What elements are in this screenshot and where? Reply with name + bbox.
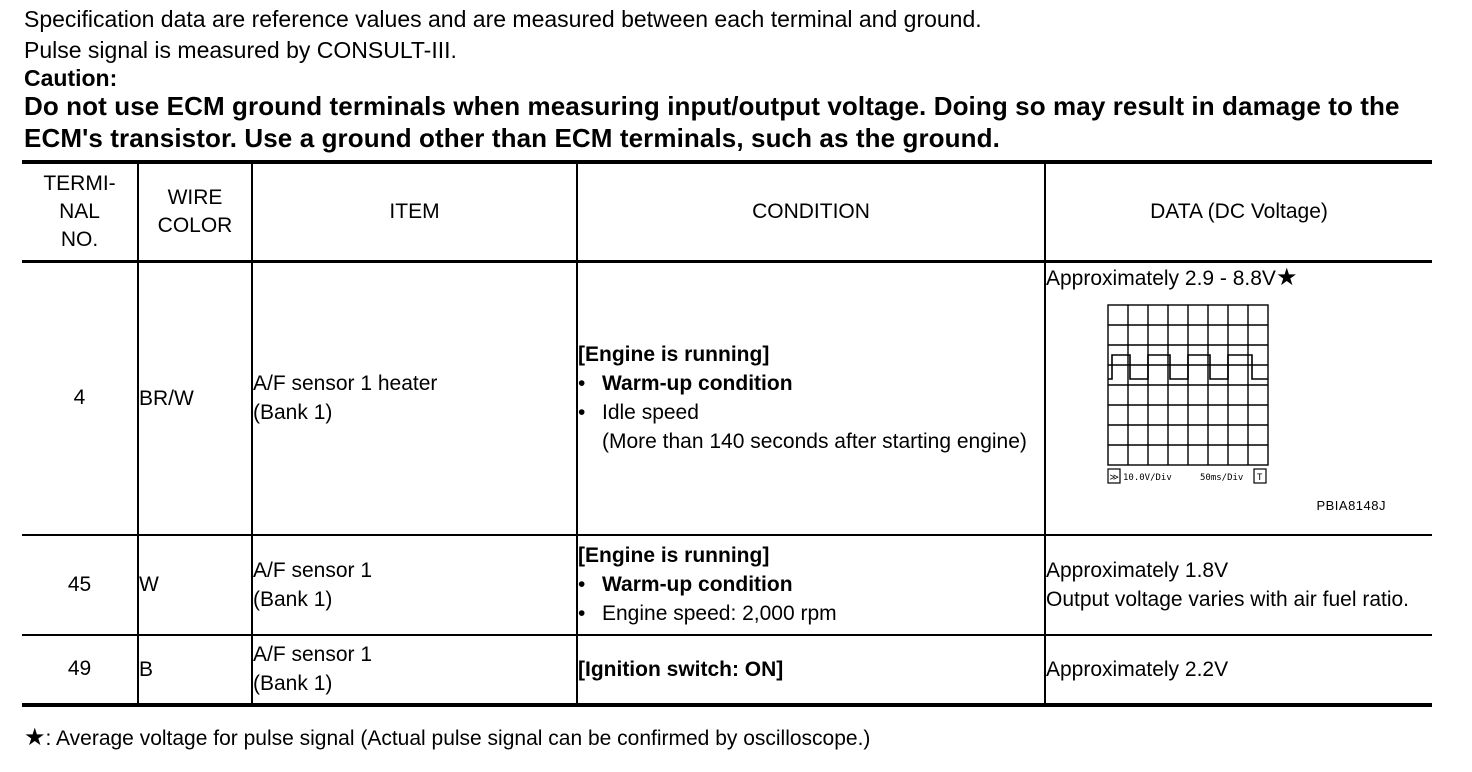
scope-time-div: 50ms/Div [1200,473,1244,483]
table-header-row [22,162,1432,262]
data-value: Approximately 1.8V [1046,558,1229,582]
table-row [22,262,1432,535]
header-data: DATA (DC Voltage) [1045,162,1432,262]
wire-color: BR/W [138,262,252,535]
figure-id: PBIA8148J [1316,498,1386,513]
data-value: Approximately 2.2V [1046,657,1229,681]
bullet-icon: • [578,401,586,425]
header-item: ITEM [252,162,577,262]
header-terminal-no: TERMI- NAL NO. [22,162,138,262]
wire-color: B [138,635,252,705]
table-row [22,535,1432,635]
condition-bullet: • Idle speed (More than 140 seconds after starting engine) [578,398,1044,456]
item-cell: A/F sensor 1 (Bank 1) [252,535,577,635]
table-row [22,635,1432,705]
spec-note: Specification data are reference values and are measured between each terminal and ground. [24,6,982,32]
bullet-icon: • [578,372,586,396]
header-wire-color: WIRE COLOR [138,162,252,262]
data-value: Approximately 2.9 - 8.8V★ [1046,264,1298,291]
star-icon: ★ [24,724,46,751]
condition-bullet: • Warm-up condition [578,570,1044,599]
intro-section [24,4,1444,154]
footnote-text: : Average voltage for pulse signal (Actual pulse signal can be confirmed by oscilloscope.) [45,727,871,750]
caution-label: Caution: [24,65,118,91]
terminal-no: 45 [22,535,138,635]
condition-heading: [Ignition switch: ON] [578,657,784,681]
oscilloscope-figure [1106,303,1386,520]
pulse-note: Pulse signal is measured by CONSULT-III. [24,37,457,63]
terminal-no: 4 [22,262,138,535]
bullet-icon: • [578,573,586,596]
oscilloscope-waveform [1106,303,1276,487]
terminal-no: 49 [22,635,138,705]
data-cell [1045,635,1432,705]
condition-heading: [Engine is running] [578,343,770,367]
scope-volts-div: 10.0V/Div [1123,473,1172,483]
footnote [24,723,870,754]
item-cell: A/F sensor 1 heater (Bank 1) [252,262,577,535]
data-cell [1045,262,1432,535]
ecm-terminal-table [22,160,1432,707]
condition-heading: [Engine is running] [578,544,770,567]
condition-cell [577,535,1045,635]
scope-marker: ≫ [1109,473,1119,483]
data-cell [1045,535,1432,635]
pulse-waveform [1108,355,1268,379]
header-condition: CONDITION [577,162,1045,262]
item-cell: A/F sensor 1 (Bank 1) [252,635,577,705]
data-note: Output voltage varies with air fuel ratio. [1046,587,1410,611]
condition-bullet: • Warm-up condition [578,369,1044,398]
bullet-icon: • [578,602,586,625]
star-icon: ★ [1275,264,1298,291]
condition-cell [577,635,1045,705]
caution-text: Do not use ECM ground terminals when measuring input/output voltage. Doing so may result in damage to the ECM's transistor. Use a ground other than ECM terminals, such as the ground. [24,91,1400,153]
wire-color: W [138,535,252,635]
condition-cell [577,262,1045,535]
condition-subnote: (More than 140 seconds after starting engine) [602,430,1027,454]
condition-bullet: • Engine speed: 2,000 rpm [578,599,1044,628]
scope-trigger: T [1257,473,1263,483]
